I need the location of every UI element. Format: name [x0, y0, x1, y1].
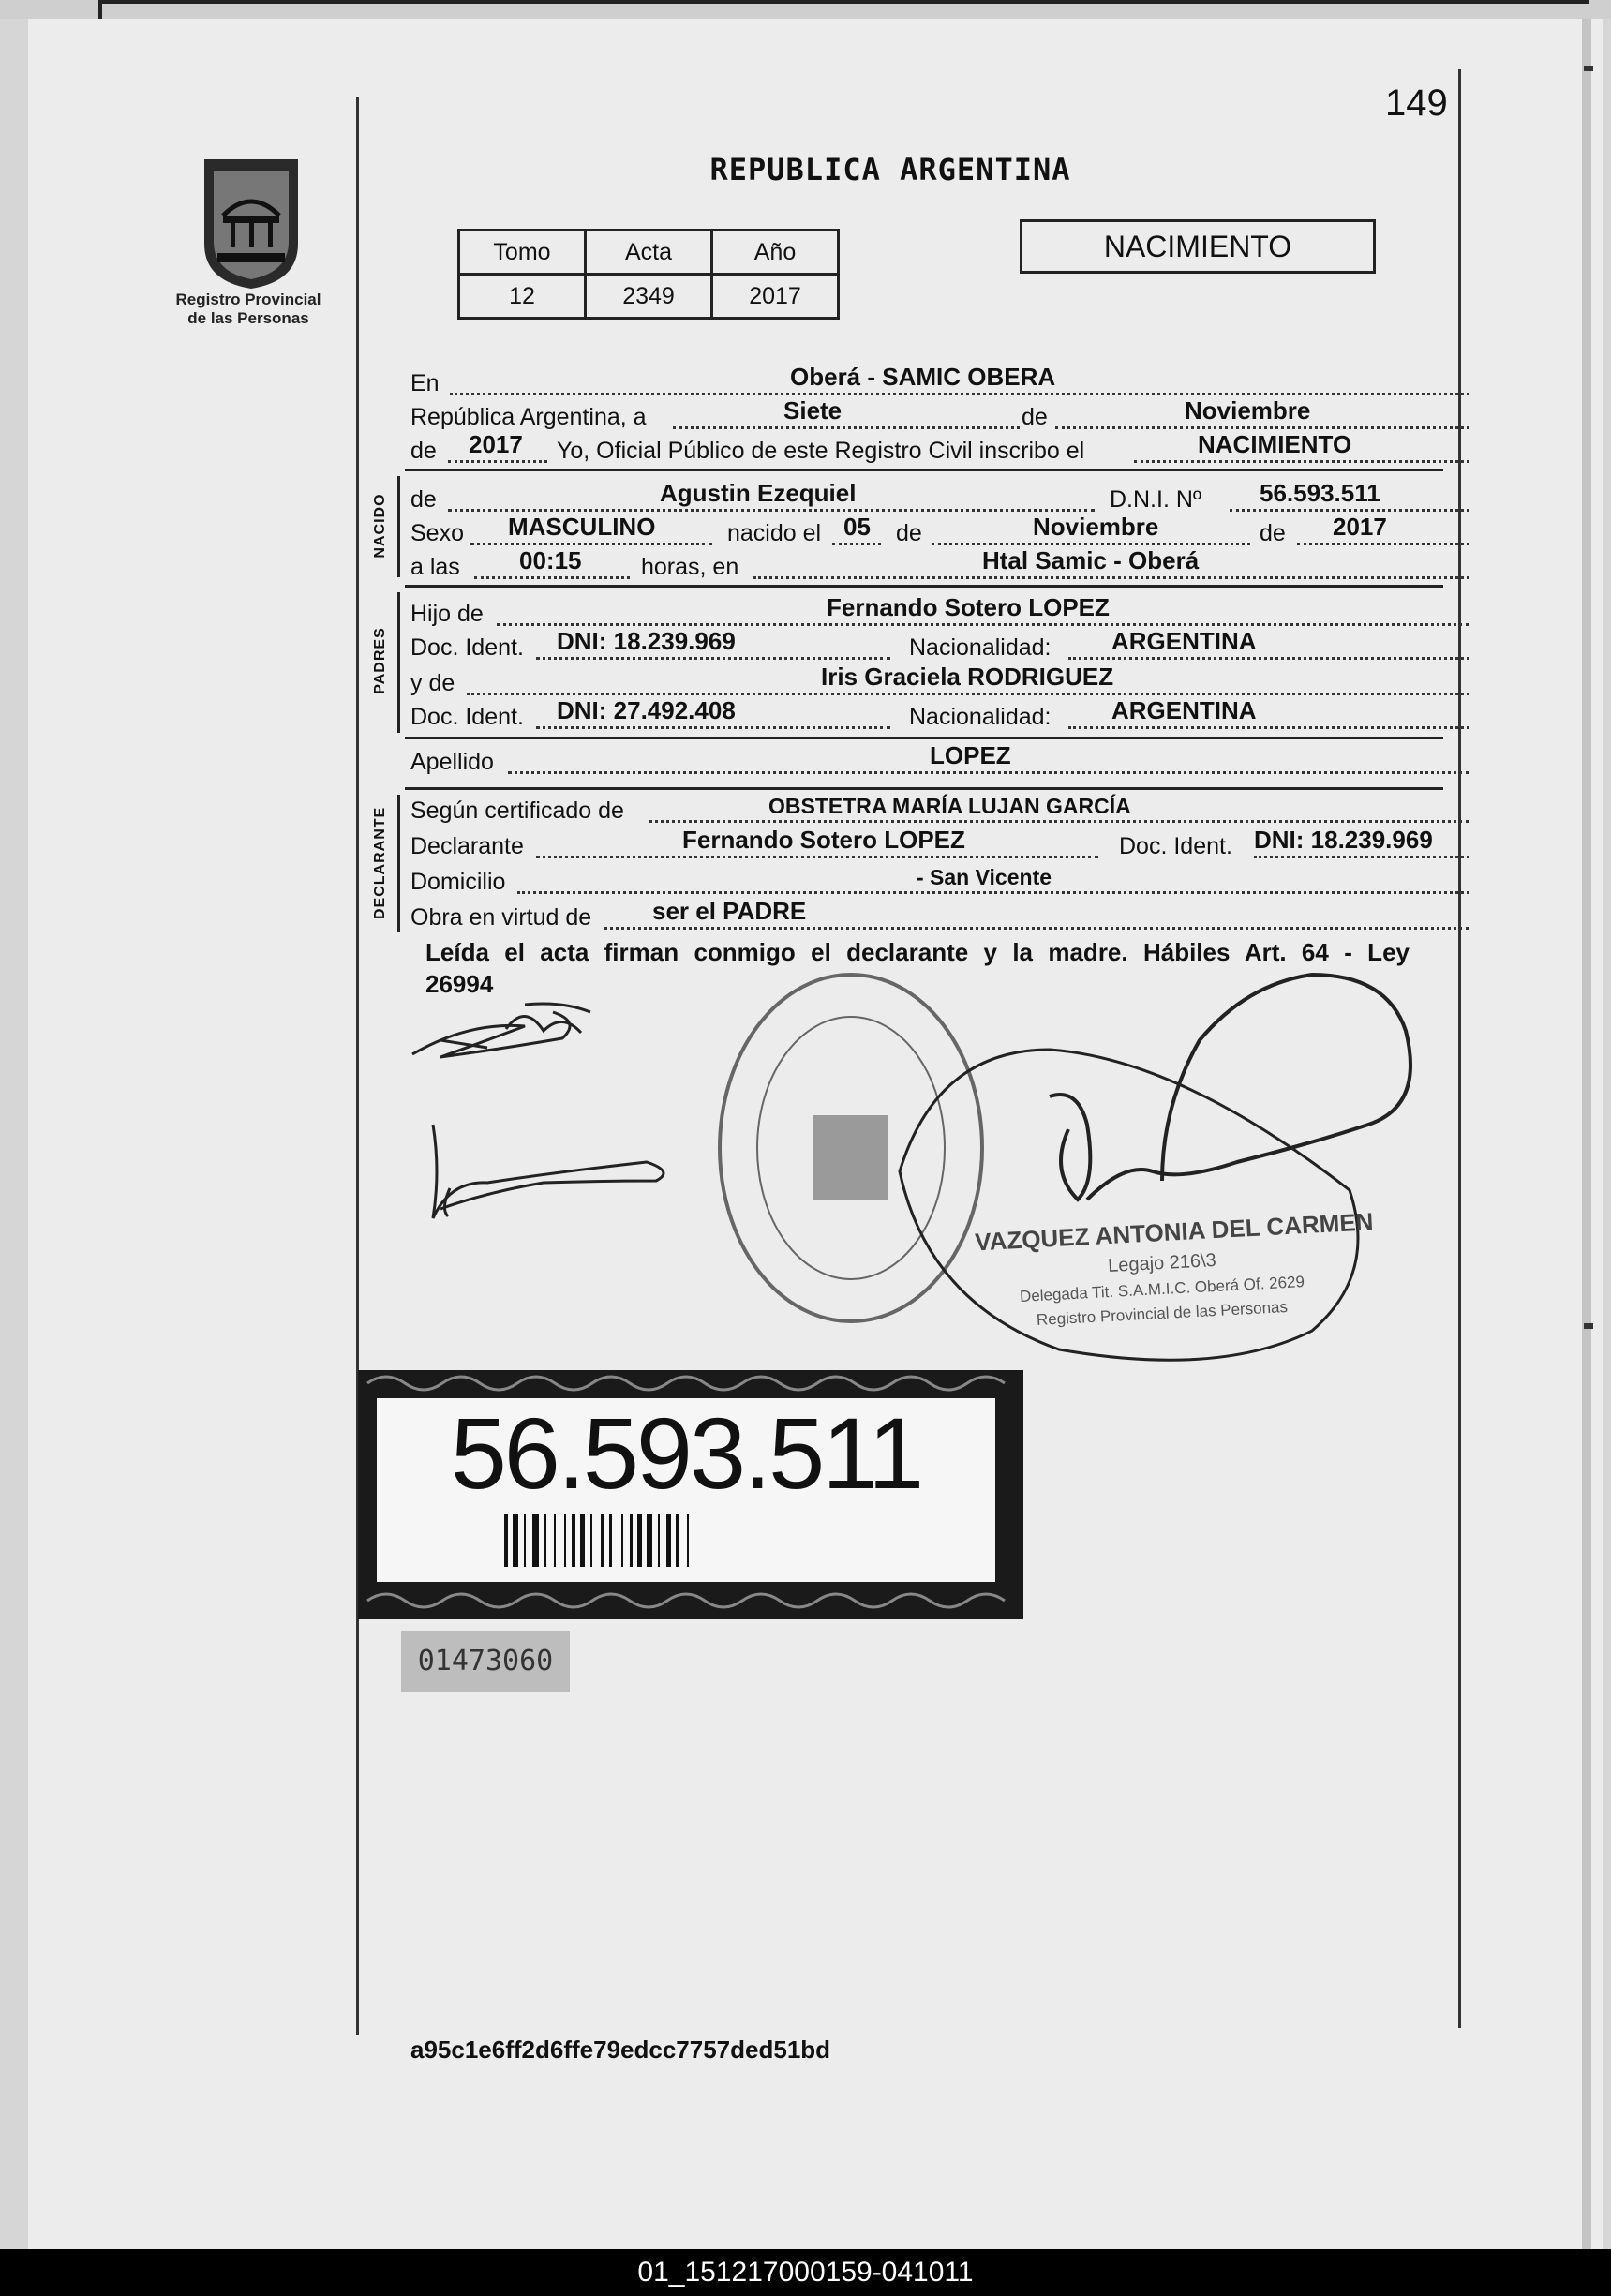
field-value-lugar-inscripcion: Oberá - SAMIC OBERA	[790, 363, 1056, 391]
field-label: de	[410, 438, 437, 464]
field-label: Según certificado de	[410, 798, 624, 824]
field-label: a las	[410, 554, 460, 580]
field-value-doc-madre: DNI: 27.492.408	[557, 696, 736, 724]
document-sheet	[28, 19, 1603, 2254]
barcode-bar	[630, 1514, 633, 1567]
dotted-line	[1068, 726, 1469, 729]
barcode-bar	[601, 1514, 604, 1567]
field-value-nacionalidad-madre: ARGENTINA	[1111, 696, 1257, 724]
barcode-bar	[637, 1514, 642, 1567]
table-header-acta: Acta	[586, 231, 712, 275]
barcode-bar	[504, 1514, 508, 1567]
section-bar	[397, 476, 400, 577]
field-label: horas, en	[641, 554, 739, 580]
field-label: de	[896, 520, 922, 546]
dotted-line	[649, 820, 1469, 823]
barcode-bar	[666, 1514, 671, 1567]
line-declarante	[410, 828, 1441, 866]
barcode-bar	[621, 1514, 623, 1567]
closing-line: 26994	[425, 970, 494, 998]
dotted-line	[1254, 856, 1469, 858]
field-label: Apellido	[410, 749, 494, 775]
line-obra	[410, 897, 1441, 937]
dotted-line	[1297, 543, 1469, 545]
edge-mark	[1584, 1323, 1593, 1329]
dotted-line	[1230, 509, 1469, 512]
side-tag-declarante: DECLARANTE	[372, 806, 388, 919]
field-label: Nacionalidad:	[909, 704, 1052, 730]
provincia-misiones-emblem-icon	[186, 150, 317, 291]
dotted-line	[474, 576, 630, 579]
field-label: Nacionalidad:	[909, 634, 1052, 661]
dni-barcode-label	[358, 1370, 1023, 1619]
barcode-graphic	[504, 1514, 907, 1567]
line-hora	[410, 546, 1441, 587]
barcode-bar	[554, 1514, 556, 1567]
field-label: Domicilio	[410, 869, 506, 895]
line-doc-madre	[410, 696, 1441, 737]
field-label: Doc. Ident.	[410, 634, 524, 661]
seal-official-name: VAZQUEZ ANTONIA DEL CARMEN	[974, 1207, 1375, 1257]
side-tag-padres: PADRES	[372, 627, 388, 694]
logo-caption-line: Registro Provincial	[175, 291, 321, 308]
dni-number: 56.593.511	[450, 1396, 922, 1510]
dotted-line	[536, 657, 890, 660]
line-certificado	[410, 793, 1441, 830]
scan-filename: 01_151217000159-041011	[637, 2257, 974, 2288]
dotted-line	[467, 693, 1469, 695]
field-value-certificado: OBSTETRA MARÍA LUJAN GARCÍA	[768, 794, 1131, 818]
act-type-box: NACIMIENTO	[1020, 219, 1376, 274]
dotted-line	[1068, 657, 1469, 660]
section-bar	[397, 795, 400, 932]
dotted-line	[448, 460, 547, 463]
field-value-padre: Fernando Sotero LOPEZ	[827, 593, 1110, 621]
dotted-line	[450, 393, 1469, 395]
barcode-bar	[532, 1514, 539, 1567]
table-header-tomo: Tomo	[459, 231, 586, 275]
dotted-line	[508, 771, 1469, 774]
field-label: Obra en virtud de	[410, 904, 592, 931]
section-bar	[397, 592, 400, 733]
barcode-bar	[580, 1514, 585, 1567]
official-seal	[974, 1207, 1375, 1330]
logo-caption-line: de las Personas	[187, 309, 309, 327]
barcode-bar	[544, 1514, 546, 1567]
dotted-line	[497, 623, 1469, 626]
field-value-nac-mes: Noviembre	[1033, 513, 1159, 541]
dotted-line	[517, 891, 1469, 894]
field-value-madre: Iris Graciela RODRIGUEZ	[821, 663, 1114, 691]
field-label: nacido el	[727, 520, 822, 546]
seal-legajo: Legajo 216\3	[1107, 1249, 1217, 1277]
right-margin-line	[1458, 69, 1461, 2028]
section-rule	[405, 469, 1443, 471]
dni-label-face	[377, 1398, 995, 1582]
field-value-nac-dia: 05	[843, 513, 871, 541]
dotted-line	[1134, 460, 1469, 463]
field-value-sexo: MASCULINO	[508, 513, 656, 541]
field-label: de	[410, 486, 437, 513]
dotted-line	[932, 543, 1250, 545]
section-rule	[405, 737, 1443, 739]
barcode-bar	[572, 1514, 575, 1567]
dotted-line	[753, 576, 1469, 579]
dotted-line	[536, 856, 1098, 858]
field-value-doc-declarante: DNI: 18.239.969	[1254, 826, 1433, 854]
dotted-line	[536, 726, 890, 729]
field-value-obra: ser el PADRE	[652, 897, 807, 925]
barcode-bar	[513, 1514, 518, 1567]
serial-stamp: 01473060	[401, 1631, 570, 1692]
logo-caption	[169, 291, 328, 328]
table-cell-acta: 2349	[586, 275, 712, 319]
field-value-hora: 00:15	[519, 546, 582, 574]
field-value-nac-anio: 2017	[1333, 513, 1387, 541]
field-value-apellido: LOPEZ	[930, 741, 1011, 769]
barcode-bar	[647, 1514, 652, 1567]
field-value-dia: Siete	[783, 396, 843, 425]
left-margin-line	[356, 97, 359, 2035]
dotted-line	[470, 543, 712, 545]
field-value-lugar-nacimiento: Htal Samic - Oberá	[982, 546, 1200, 574]
field-value-nombre: Agustin Ezequiel	[660, 479, 857, 507]
closing-statement	[425, 933, 1410, 1003]
barcode-bar	[687, 1514, 689, 1567]
barcode-bar	[590, 1514, 592, 1567]
page-number: 149	[1385, 82, 1448, 124]
barcode-bar	[564, 1514, 566, 1567]
closing-line: Leída el acta firman conmigo el declarante y la madre. Hábiles Art. 64 - Ley	[425, 938, 1410, 966]
barcode-bar	[658, 1514, 660, 1567]
field-label: Doc. Ident.	[410, 704, 524, 730]
dotted-line	[1055, 426, 1469, 429]
scan-top-tick	[98, 0, 102, 21]
line-inscripcion	[410, 430, 1441, 470]
seal-registro: Registro Provincial de las Personas	[1036, 1297, 1289, 1330]
sheet-edge	[1582, 19, 1591, 2249]
field-value-doc-padre: DNI: 18.239.969	[557, 627, 736, 655]
field-label: República Argentina, a	[410, 404, 647, 430]
line-doc-padre	[410, 627, 1441, 667]
scan-filename-bar	[0, 2249, 1611, 2296]
line-domicilio	[410, 864, 1441, 902]
document-hash: a95c1e6ff2d6ffe79edcc7757ded51bd	[410, 2035, 831, 2064]
field-value-mes: Noviembre	[1185, 396, 1311, 425]
barcode-bar	[524, 1514, 526, 1567]
field-label: de	[1022, 404, 1048, 430]
field-value-domicilio: - San Vicente	[917, 865, 1052, 889]
field-label: y de	[410, 670, 455, 696]
section-rule	[405, 585, 1443, 588]
barcode-bar	[676, 1514, 679, 1567]
dotted-line	[604, 927, 1469, 930]
registry-table	[457, 229, 840, 320]
dotted-line	[673, 426, 1020, 429]
section-rule	[405, 787, 1443, 790]
field-label: Declarante	[410, 833, 524, 859]
table-cell-anio: 2017	[712, 275, 839, 319]
scan-top-rule	[98, 0, 1589, 4]
field-label: En	[410, 370, 440, 396]
field-value-tipo: NACIMIENTO	[1198, 430, 1352, 458]
table-cell-tomo: 12	[459, 275, 586, 319]
table-header-anio: Año	[712, 231, 839, 275]
field-value-nacionalidad-padre: ARGENTINA	[1111, 627, 1257, 655]
field-value-dni: 56.593.511	[1260, 479, 1380, 507]
field-label: D.N.I. Nº	[1110, 486, 1202, 513]
field-value-anio: 2017	[469, 430, 523, 458]
document-title: REPUBLICA ARGENTINA	[709, 152, 1071, 187]
field-label: Sexo	[410, 520, 464, 546]
seal-cargo: Delegada Tit. S.A.M.I.C. Oberá Of. 2629	[1019, 1273, 1305, 1305]
field-value-declarante: Fernando Sotero LOPEZ	[682, 826, 965, 854]
field-label: Yo, Oficial Público de este Registro Civil inscribo el	[557, 438, 1085, 464]
side-tag-nacido: NACIDO	[372, 493, 388, 559]
field-label: Hijo de	[410, 601, 484, 627]
dotted-line	[832, 543, 881, 545]
field-label: de	[1260, 520, 1286, 546]
line-apellido	[410, 741, 1441, 782]
barcode-bar	[609, 1514, 612, 1567]
dotted-line	[448, 509, 1095, 512]
edge-mark	[1584, 66, 1593, 71]
field-label: Doc. Ident.	[1119, 833, 1232, 859]
